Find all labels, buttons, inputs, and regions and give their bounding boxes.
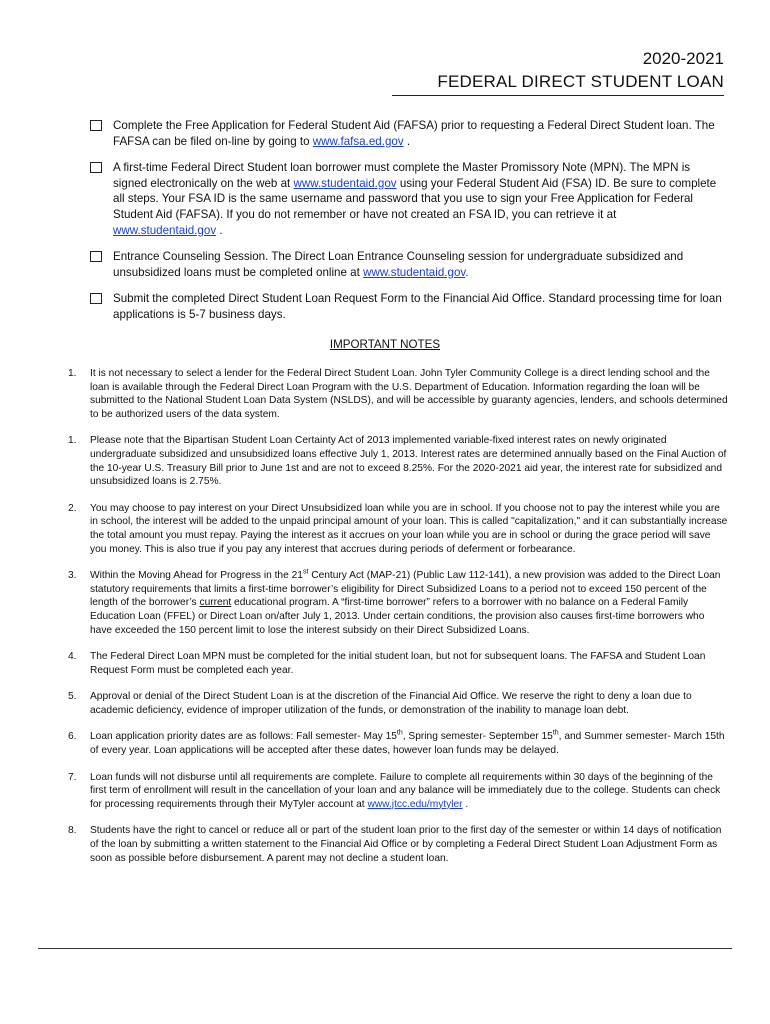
note-text: The Federal Direct Loan MPN must be completed for the initial student loan, but not for subsequent loans. The FAFSA and Student Loan Request Form must be completed each year. <box>90 651 706 676</box>
header <box>437 48 724 93</box>
studentaid-link[interactable]: www.studentaid.gov <box>293 176 397 190</box>
notes-list <box>64 367 729 878</box>
note-number: 7. <box>68 771 77 783</box>
fafsa-link[interactable]: www.fafsa.ed.gov <box>312 134 404 148</box>
checklist-item-fafsa <box>90 118 722 149</box>
note-number: 1. <box>68 368 77 379</box>
note-text: Students have the right to cancel or reduce all or part of the student loan prior to the first day of the semester or within 14 days of notification of the loan by submitting a written statement to the Financial Aid Office or by completing a Federal Direct Student Loan Adjustment Form as soon as possible before disbursement. A parent may not decline a student loan. <box>90 825 722 864</box>
note-item <box>64 690 729 717</box>
note-superscript: st <box>302 568 309 576</box>
note-text: Please note that the Bipartisan Student Loan Certainty Act of 2013 implemented variable-fixed interest rates on newly originated undergraduate subsidized and unsubsidized loans effective July 1, 2013. Interest rates are determined annually based on the Final Auction of the 10-year U.S. Treasury Bill prior to June 1st and are not to exceed 8.25%. For the 2020-2021 aid year, the interest rate for subsidized and unsubsidized loans is 2.75%. <box>90 435 727 488</box>
important-notes-heading: IMPORTANT NOTES <box>329 338 441 351</box>
checklist-item-entrance-counseling <box>90 249 722 280</box>
note-number: 4. <box>68 651 77 663</box>
note-text-cont: , Spring semester- September 15 <box>402 731 553 743</box>
note-item <box>64 434 729 488</box>
note-item <box>64 771 729 812</box>
note-number: 1. <box>68 435 77 447</box>
note-text: Loan funds will not disburse until all requirements are complete. Failure to complete all requirements within 30 days of the beginning of the first term of enrollment will result in the cancellation of your loan and any balance will be immediately due to the college. Students can check for processing requirements through their MyTyler account at <box>90 771 721 810</box>
checklist-text: Complete the Free Application for Federal Student Aid (FAFSA) prior to requesting a Federal Direct Student loan. The FAFSA can be filed on-line by going to <box>113 119 715 148</box>
checkbox-icon[interactable] <box>90 251 102 262</box>
note-text: Within the Moving Ahead for Progress in the 21 <box>90 570 303 582</box>
note-item <box>64 367 729 421</box>
page-title: FEDERAL DIRECT STUDENT LOAN <box>437 72 724 91</box>
note-superscript: th <box>396 730 403 738</box>
note-text-end: , and Summer semester- March 15th of every year. Loan applications will be accepted after these dates, however loan funds may be delayed. <box>90 731 725 757</box>
checklist-item-mpn <box>90 160 722 238</box>
note-item <box>64 569 729 637</box>
checklist-item-request-form <box>90 291 722 322</box>
note-item <box>64 502 729 556</box>
footer-divider <box>38 948 732 949</box>
note-item <box>64 650 729 677</box>
checklist-text-end: . <box>465 265 469 279</box>
note-item <box>64 824 729 865</box>
checklist-text-mid: using your Federal Student Aid (FSA) ID. Be sure to complete all steps. Your FSA ID is the same username and password that you use to sign your Free Application for Federal Student Aid (FAFSA). If you do not remember or have not created an FSA ID, you can retrieve it at <box>113 176 717 221</box>
checkbox-icon[interactable] <box>90 293 102 304</box>
title-underline <box>392 95 724 96</box>
note-item <box>64 730 729 757</box>
studentaid-link-2[interactable]: www.studentaid.gov <box>113 223 217 237</box>
studentaid-link[interactable]: www.studentaid.gov <box>363 265 466 279</box>
note-number: 3. <box>68 570 77 582</box>
checklist-text: Entrance Counseling Session. The Direct Loan Entrance Counseling session for undergraduate subsidized and unsubsidized loans must be completed online at <box>113 250 684 279</box>
checkbox-icon[interactable] <box>90 162 102 173</box>
note-text: Approval or denial of the Direct Student Loan is at the discretion of the Financial Aid Office. We reserve the right to deny a loan due to academic deficiency, evidence of improper utilization of the funds, or demonstration of the inability to manage loan debt. <box>90 691 692 716</box>
note-text-end: . <box>462 798 469 810</box>
note-number: 2. <box>68 502 77 514</box>
checklist-text-end: . <box>403 134 411 148</box>
note-text-cont: Century Act (MAP-21) (Public Law 112-141), a new provision was added to the Direct Loan statutory requirements that limits a first-time borrower’s eligibility for Direct Subsidized Loans to a period not to exceed 150 percent of the length of the borrower’s <box>90 570 721 609</box>
note-text: It is not necessary to select a lender for the Federal Direct Student Loan. John Tyler Community College is a direct lending school and the loan is available through the Federal Direct Loan Program with the U.S. Department of Education. Information regarding the loan will be submitted to the National Student Loan Data System (NSLDS), and will be accessible by guaranty agencies, lenders, and schools determined to be authorized users of the data system. <box>90 368 728 420</box>
note-underlined-word: current <box>199 597 232 609</box>
checklist-text: Submit the completed Direct Student Loan Request Form to the Financial Aid Office. Standard processing time for loan applications is 5-7 business days. <box>113 292 722 321</box>
note-text-end: educational program. A “first-time borrower” refers to a borrower with no balance on a Federal Family Education Loan (FFEL) or Direct Loan on/after July 1, 2013. Under certain conditions, the provision also causes first-time borrowers who have exceeded the 150 percent limit to lose the interest subsidy on their Direct Subsidized Loans. <box>90 597 705 636</box>
note-text: You may choose to pay interest on your Direct Unsubsidized loan while you are in school. If you choose not to pay the interest while you are in school, the interest will be added to the unpaid principal amount of your loan. This is called "capitalization," and it can substantially increase the total amount you must repay. Paying the interest as it accrues on your loan while you are in school or during the grace period will save you money. This is also true if you pay any interest that accrues during periods of deferment or forbearance. <box>90 502 728 555</box>
note-text: Loan application priority dates are as follows: Fall semester- May 15 <box>90 731 397 743</box>
checklist-text-end: . <box>216 223 223 237</box>
checklist-text: A first-time Federal Direct Student loan borrower must complete the Master Promissory Note (MPN). The MPN is signed electronically on the web at <box>113 161 691 190</box>
note-number: 8. <box>68 825 77 837</box>
mytyler-link[interactable]: www.jtcc.edu/mytyler <box>367 798 463 810</box>
note-superscript-2: th <box>552 730 559 738</box>
note-number: 5. <box>68 691 77 703</box>
aid-year: 2020-2021 <box>642 49 724 68</box>
note-number: 6. <box>68 731 77 743</box>
checkbox-icon[interactable] <box>90 120 102 131</box>
checklist <box>90 118 722 334</box>
